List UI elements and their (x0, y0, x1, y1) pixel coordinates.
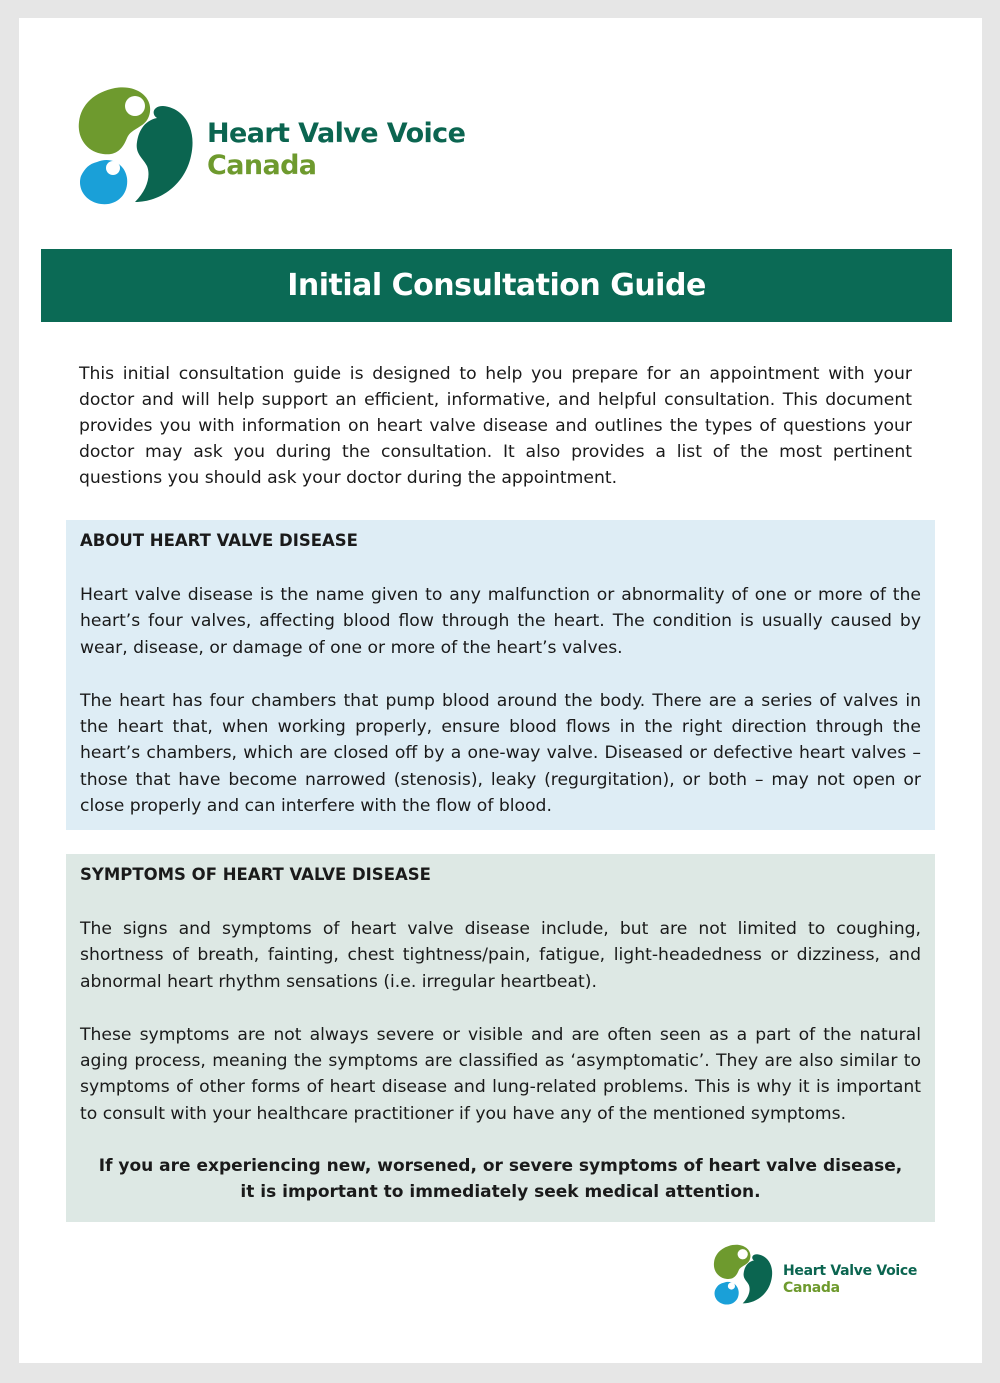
footer-brand-name-line2: Canada (783, 1280, 840, 1296)
about-heading: ABOUT HEART VALVE DISEASE (80, 531, 358, 550)
document-page (19, 18, 982, 1363)
warning-line-1: If you are experiencing new, worsened, or severe symptoms of heart valve disease, (98, 1156, 903, 1177)
symptoms-section (66, 854, 935, 1222)
about-section (66, 520, 935, 830)
brand-name-line2: Canada (207, 150, 317, 181)
heart-valve-logo-small-icon (713, 1243, 777, 1307)
symptoms-heading: SYMPTOMS OF HEART VALVE DISEASE (80, 865, 431, 884)
about-paragraph-2: The heart has four chambers that pump blood around the body. There are a series of valves in the heart that, when working properly, ensure blood flows in the right direction through the heart’s chambers, which are closed off by a one-way valve. Diseased or defective heart valves – those that have become narrowed (stenosis), leaky (regurgitation), or both – may not open or close properly and can interfere with the flow of blood. (80, 690, 921, 817)
about-paragraph-1: Heart valve disease is the name given to any malfunction or abnormality of one or more of the heart’s four valves, affecting blood flow through the heart. The condition is usually caused by wear, disease, or damage of one or more of the heart’s valves. (80, 585, 921, 658)
symptoms-paragraph-2: These symptoms are not always severe or visible and are often seen as a part of the natural aging process, meaning the symptoms are classified as ‘asymptomatic’. They are also similar to symptoms of other forms of heart disease and lung-related problems. This is why it is important to consult with your healthcare practitioner if you have any of the mentioned symptoms. (80, 1024, 921, 1124)
symptoms-paragraph-1: The signs and symptoms of heart valve disease include, but are not limited to coughing, shortness of breath, fainting, chest tightness/pain, fatigue, light-headedness or dizziness, and abnormal heart rhythm sensations (i.e. irregular heartbeat). (80, 919, 921, 992)
brand-logo (77, 84, 497, 209)
title-banner (41, 249, 952, 322)
brand-name-line1: Heart Valve Voice (207, 118, 466, 149)
footer-brand-name-line1: Heart Valve Voice (783, 1263, 918, 1279)
footer-brand-logo (713, 1243, 933, 1313)
medical-attention-warning (80, 1153, 921, 1205)
heart-valve-logo-icon (77, 84, 202, 209)
page-title: Initial Consultation Guide (287, 268, 706, 303)
warning-line-2: it is important to immediately seek medical attention. (240, 1182, 761, 1203)
intro-paragraph: This initial consultation guide is designed to help you prepare for an appointment with your doctor and will help support an efficient, informative, and helpful consultation. This document provides you with information on heart valve disease and outlines the types of questions your doctor may ask you during the consultation. It also provides a list of the most pertinent questions you should ask your doctor during the appointment. (79, 364, 912, 488)
